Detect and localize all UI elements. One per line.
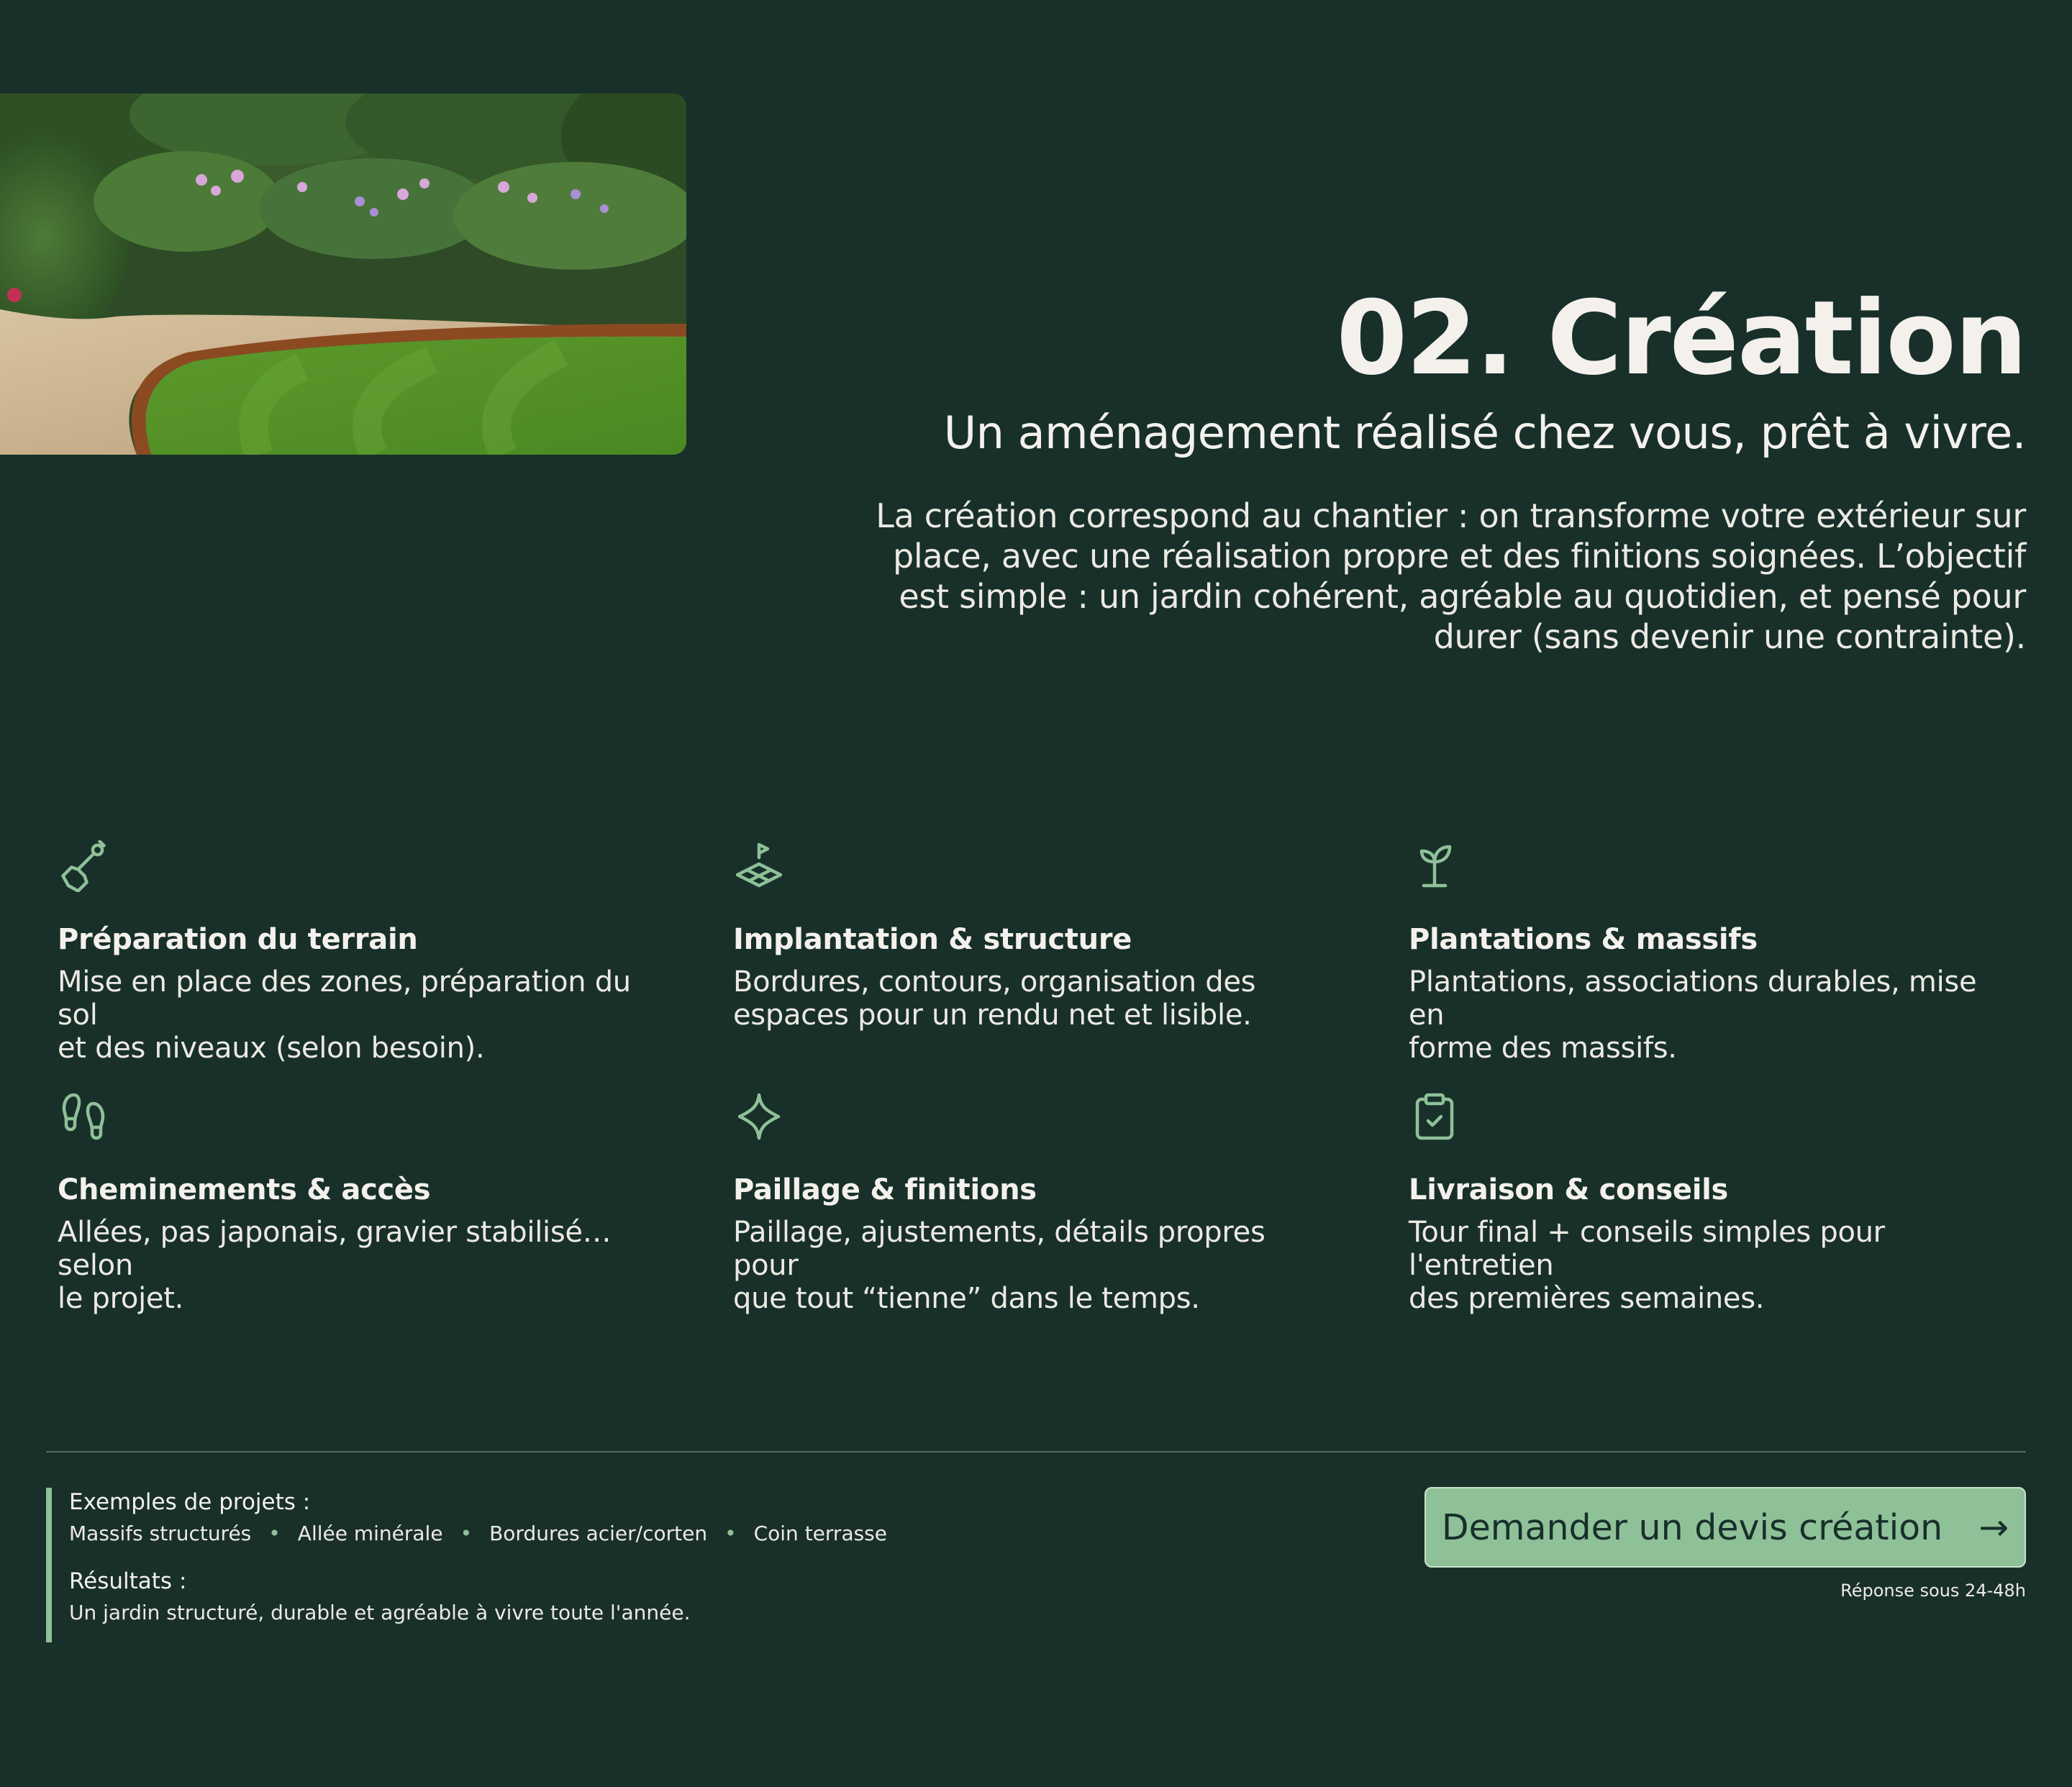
results-label: Résultats : [69,1568,187,1594]
example-tag: Bordures acier/corten [489,1522,708,1545]
feature-title: Préparation du terrain [58,923,418,956]
description-line: est simple : un jardin cohérent, agréable au quotidien, et pensé pour [899,577,2026,617]
examples-block [46,1488,1076,1642]
footprints-icon [58,1091,109,1142]
land-plot-icon [733,840,785,892]
feature-item [1409,1091,2026,1315]
intro-description [803,496,2026,657]
feature-item [1409,840,2026,1065]
results-text: Un jardin structuré, durable et agréable à vivre toute l'année. [69,1601,691,1624]
feature-text-line: et des niveaux (selon besoin). [58,1032,485,1065]
examples-tags [69,1521,1076,1547]
feature-text [1409,1216,2013,1315]
shovel-icon [58,840,109,892]
sprout-icon [1409,840,1460,892]
page-subtitle: Un aménagement réalisé chez vous, prêt à vivre. [943,406,2026,460]
feature-item [733,1091,1409,1315]
feature-text-line: le projet. [58,1282,183,1315]
feature-text-line: forme des massifs. [1409,1032,1677,1065]
request-quote-label: Demander un devis création [1441,1506,1943,1548]
sparkle-icon [733,1091,785,1142]
clipboard-check-icon [1409,1091,1460,1142]
feature-text-line: Allées, pas japonais, gravier stabilisé… selon [58,1216,612,1282]
feature-text [58,965,662,1065]
feature-text [58,1216,662,1315]
examples-label: Exemples de projets : [69,1489,311,1515]
example-tag: Massifs structurés [69,1522,252,1545]
feature-text [1409,965,2013,1065]
bullet-separator: • [460,1522,473,1545]
feature-text-line: des premières semaines. [1409,1282,1765,1315]
feature-item [58,840,733,1065]
garden-photo [0,94,686,455]
intro-section [803,279,2026,657]
feature-title: Plantations & massifs [1409,923,1758,956]
example-tag: Allée minérale [297,1522,443,1545]
feature-title: Implantation & structure [733,923,1132,956]
request-quote-button[interactable] [1424,1487,2026,1568]
feature-item [733,840,1409,1032]
feature-title: Paillage & finitions [733,1173,1037,1206]
response-time-note: Réponse sous 24-48h [1840,1581,2026,1601]
bullet-separator: • [724,1522,737,1545]
feature-item [58,1091,733,1315]
example-tag: Coin terrasse [753,1522,887,1545]
feature-text [733,1216,1337,1315]
arrow-right-icon: → [1978,1506,2009,1548]
feature-text-line: que tout “tienne” dans le temps. [733,1282,1200,1315]
section-divider [46,1451,2026,1452]
description-line: place, avec une réalisation propre et des finitions soignées. L’objectif [892,537,2026,576]
description-line: durer (sans devenir une contrainte). [1433,617,2026,657]
feature-text [733,965,1337,1032]
features-grid [58,840,2026,1315]
feature-text-line: Paillage, ajustements, détails propres pour [733,1216,1266,1282]
feature-title: Livraison & conseils [1409,1173,1729,1206]
bullet-separator: • [268,1522,281,1545]
page-title: 02. Création [1336,279,2026,398]
feature-title: Cheminements & accès [58,1173,431,1206]
feature-text-line: Plantations, associations durables, mise en [1409,965,1977,1032]
feature-text-line: Tour final + conseils simples pour l'entretien [1409,1216,1885,1282]
feature-text-line: espaces pour un rendu net et lisible. [733,999,1252,1032]
description-line: La création correspond au chantier : on transforme votre extérieur sur [876,496,2026,536]
feature-text-line: Bordures, contours, organisation des [733,965,1256,999]
feature-text-line: Mise en place des zones, préparation du sol [58,965,631,1032]
